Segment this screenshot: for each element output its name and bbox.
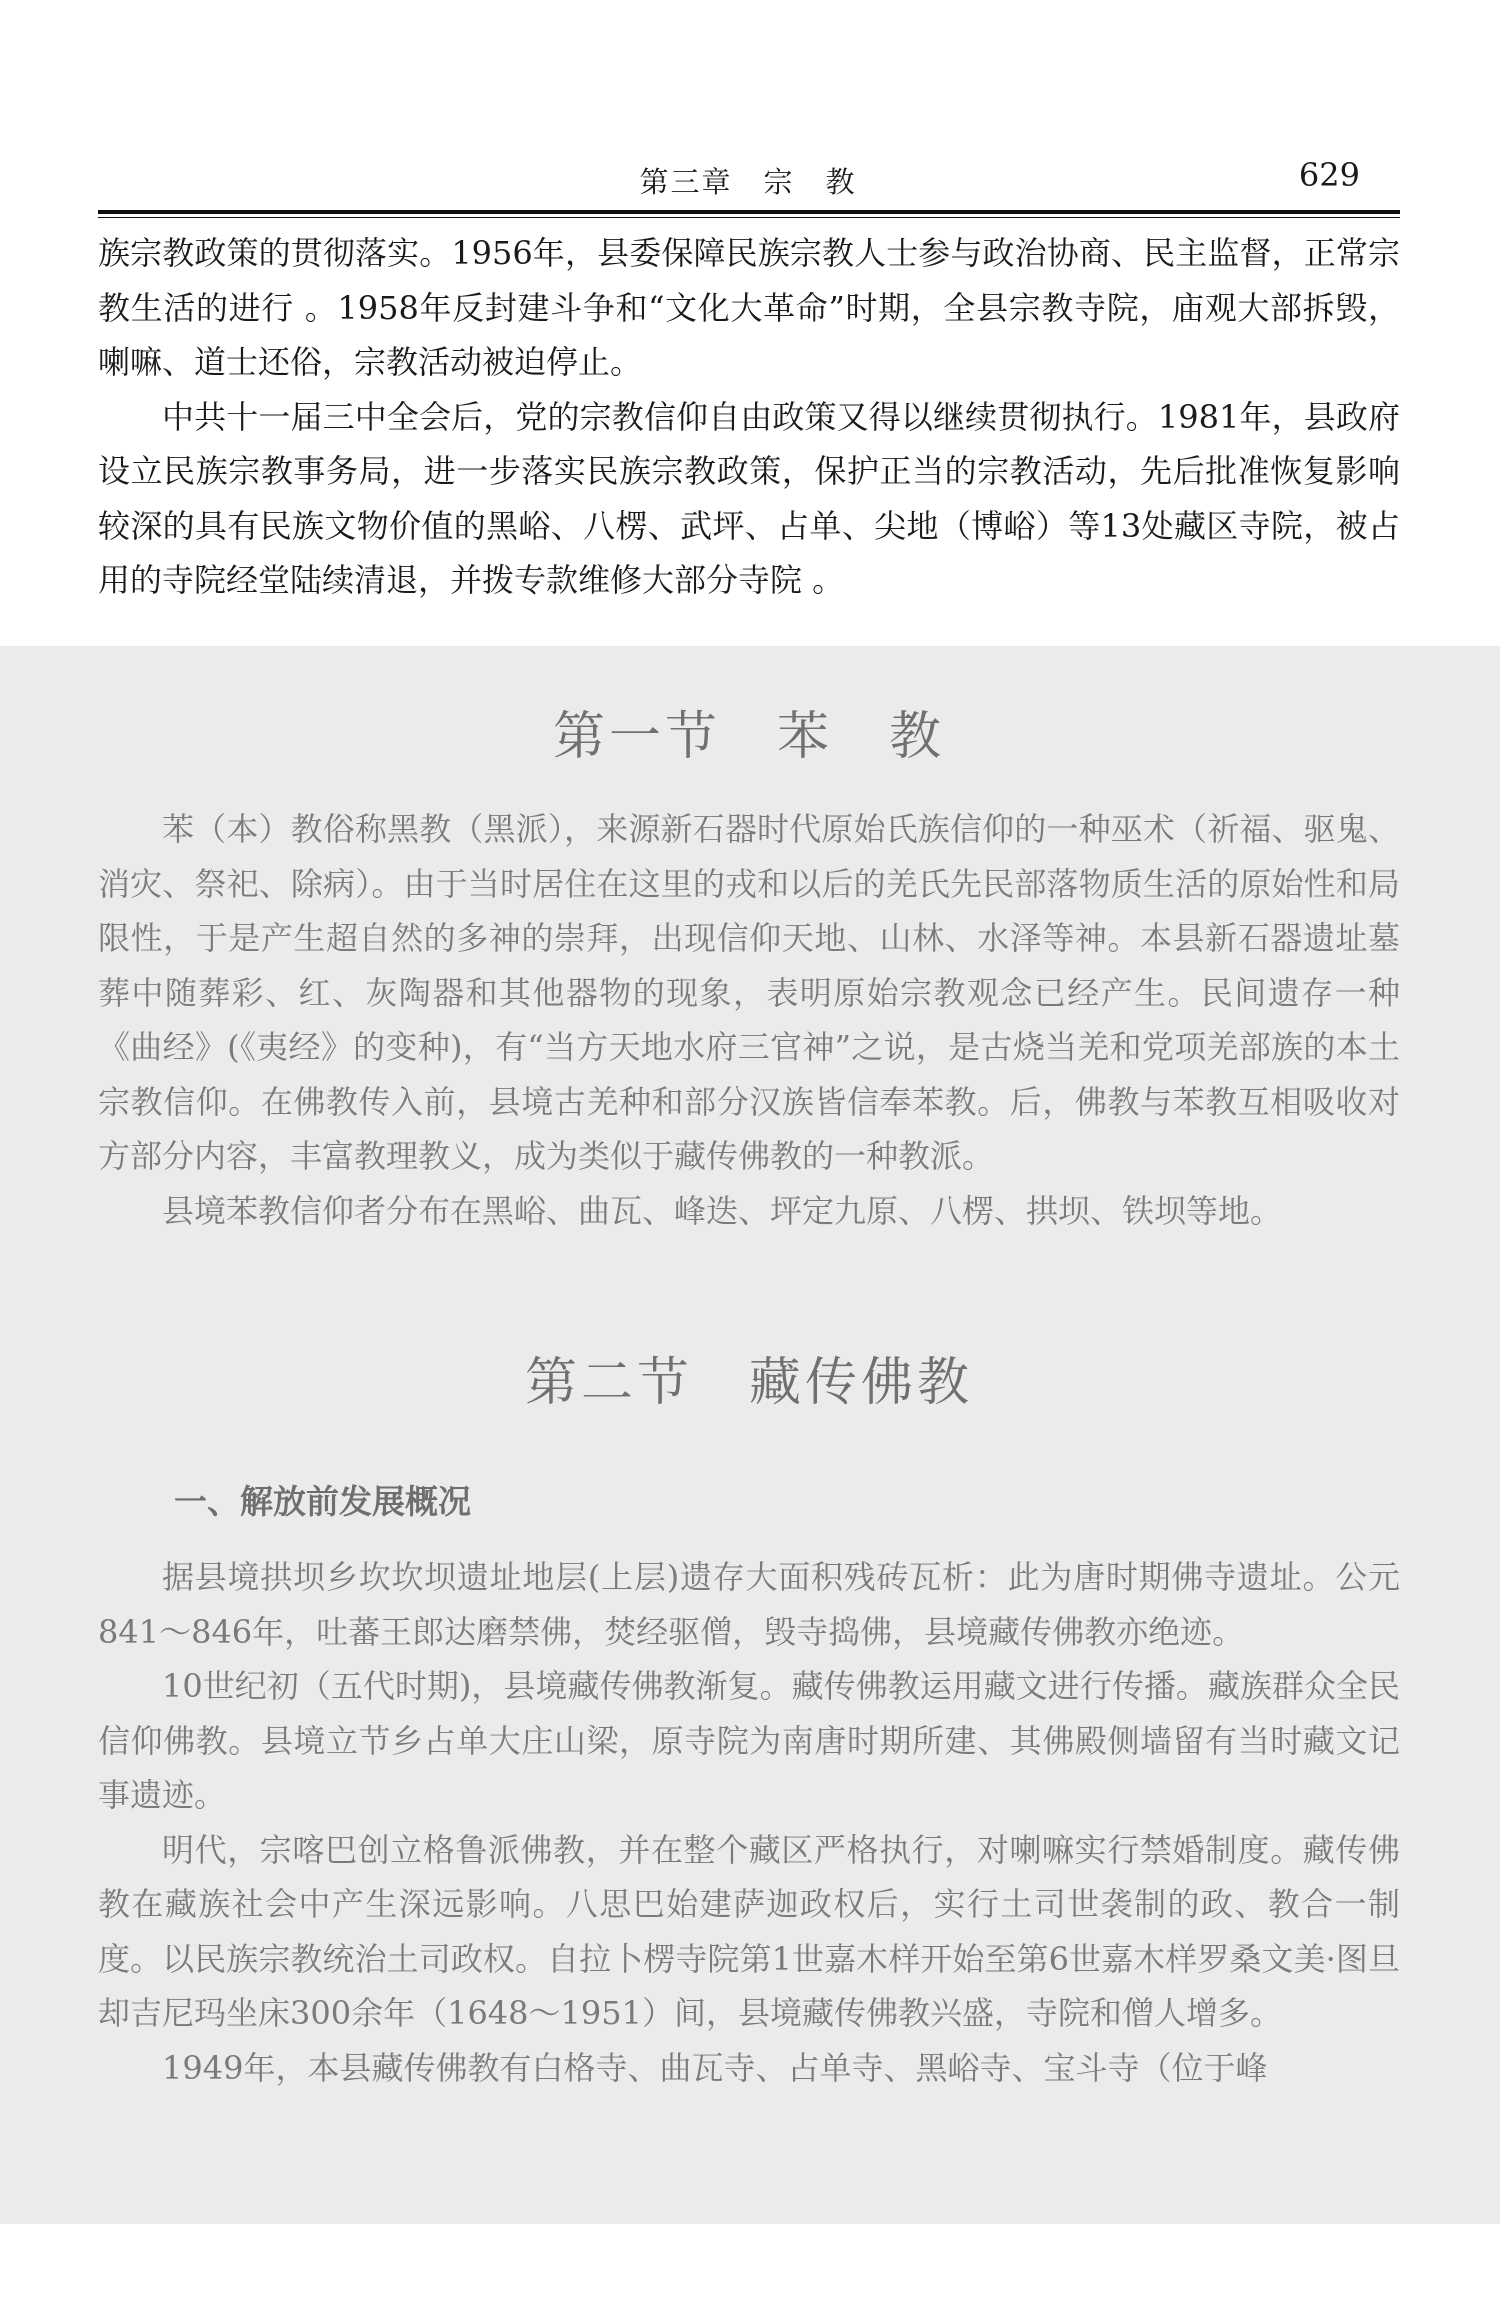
page-number: 629 xyxy=(1298,156,1360,194)
chapter-title: 第三章 宗 教 xyxy=(639,165,857,199)
paragraph: 族宗教政策的贯彻落实。1956年，县委保障民族宗教人士参与政治协商、民主监督，正常宗教生活的进行 。1958年反封建斗争和“文化大革命”时期，全县宗教寺院，庙观大部拆毁，喇嘛、道士还俗，宗教活动被迫停止。 xyxy=(98,234,1400,381)
sub-heading: 一、解放前发展概况 xyxy=(174,1482,471,1521)
running-header xyxy=(98,156,1398,204)
section-2-body xyxy=(98,1550,1400,2095)
paragraph: 中共十一届三中全会后，党的宗教信仰自由政策又得以继续贯彻执行。1981年，县政府设立民族宗教事务局，进一步落实民族宗教政策，保护正当的宗教活动，先后批准恢复影响较深的具有民族文物价值的黑峪、八楞、武坪、占单、尖地（博峪）等13处藏区寺院，被占用的寺院经堂陆续清退，并拨专款维修大部分寺院 。 xyxy=(98,397,1400,599)
highlighted-region xyxy=(0,646,1500,2224)
header-rule-thin xyxy=(98,217,1400,218)
section-1-body xyxy=(98,802,1400,1238)
top-text-block xyxy=(98,226,1400,608)
paragraph: 县境苯教信仰者分布在黑峪、曲瓦、峰迭、坪定九原、八楞、拱坝、铁坝等地。 xyxy=(162,1191,1283,1230)
paragraph: 10世纪初（五代时期)，县境藏传佛教渐复。藏传佛教运用藏文进行传播。藏族群众全民信仰佛教。县境立节乡占单大庄山梁，原寺院为南唐时期所建、其佛殿侧墙留有当时藏文记事遗迹。 xyxy=(98,1667,1400,1814)
header-rule-thick xyxy=(98,210,1400,214)
paragraph: 苯（本）教俗称黑教（黑派），来源新石器时代原始氏族信仰的一种巫术（祈福、驱鬼、消灾、祭祀、除病）。由于当时居住在这里的戎和以后的羌氏先民部落物质生活的原始性和局限性，于是产生超自然的多神的崇拜，出现信仰天地、山林、水泽等神。本县新石器遗址墓葬中随葬彩、红、灰陶器和其他器物的现象，表明原始宗教观念已经产生。民间遗存一种《曲经》(《夷经》的变种)，有“当方天地水府三官神”之说，是古烧当羌和党项羌部族的本土宗教信仰。在佛教传入前，县境古羌种和部分汉族皆信奉苯教。后，佛教与苯教互相吸收对方部分内容，丰富教理教义，成为类似于藏传佛教的一种教派。 xyxy=(98,810,1400,1175)
section-title-2: 第二节 藏传佛教 xyxy=(524,1353,973,1413)
section-title-1: 第一节 苯 教 xyxy=(552,707,945,767)
paragraph: 据县境拱坝乡坎坎坝遗址地层(上层)遗存大面积残砖瓦析：此为唐时期佛寺遗址。公元841～846年，吐蕃王郎达磨禁佛，焚经驱僧，毁寺捣佛，县境藏传佛教亦绝迹。 xyxy=(98,1558,1400,1651)
paragraph: 明代，宗喀巴创立格鲁派佛教，并在整个藏区严格执行，对喇嘛实行禁婚制度。藏传佛教在藏族社会中产生深远影响。八思巴始建萨迦政权后，实行土司世袭制的政、教合一制度。以民族宗教统治土司政权。自拉卜楞寺院第1世嘉木样开始至第6世嘉木样罗桑文美·图旦却吉尼玛坐床300余年（1648～1951）间，县境藏传佛教兴盛，寺院和僧人增多。 xyxy=(98,1830,1400,2032)
paragraph: 1949年，本县藏传佛教有白格寺、曲瓦寺、占单寺、黑峪寺、宝斗寺（位于峰 xyxy=(162,2048,1268,2087)
